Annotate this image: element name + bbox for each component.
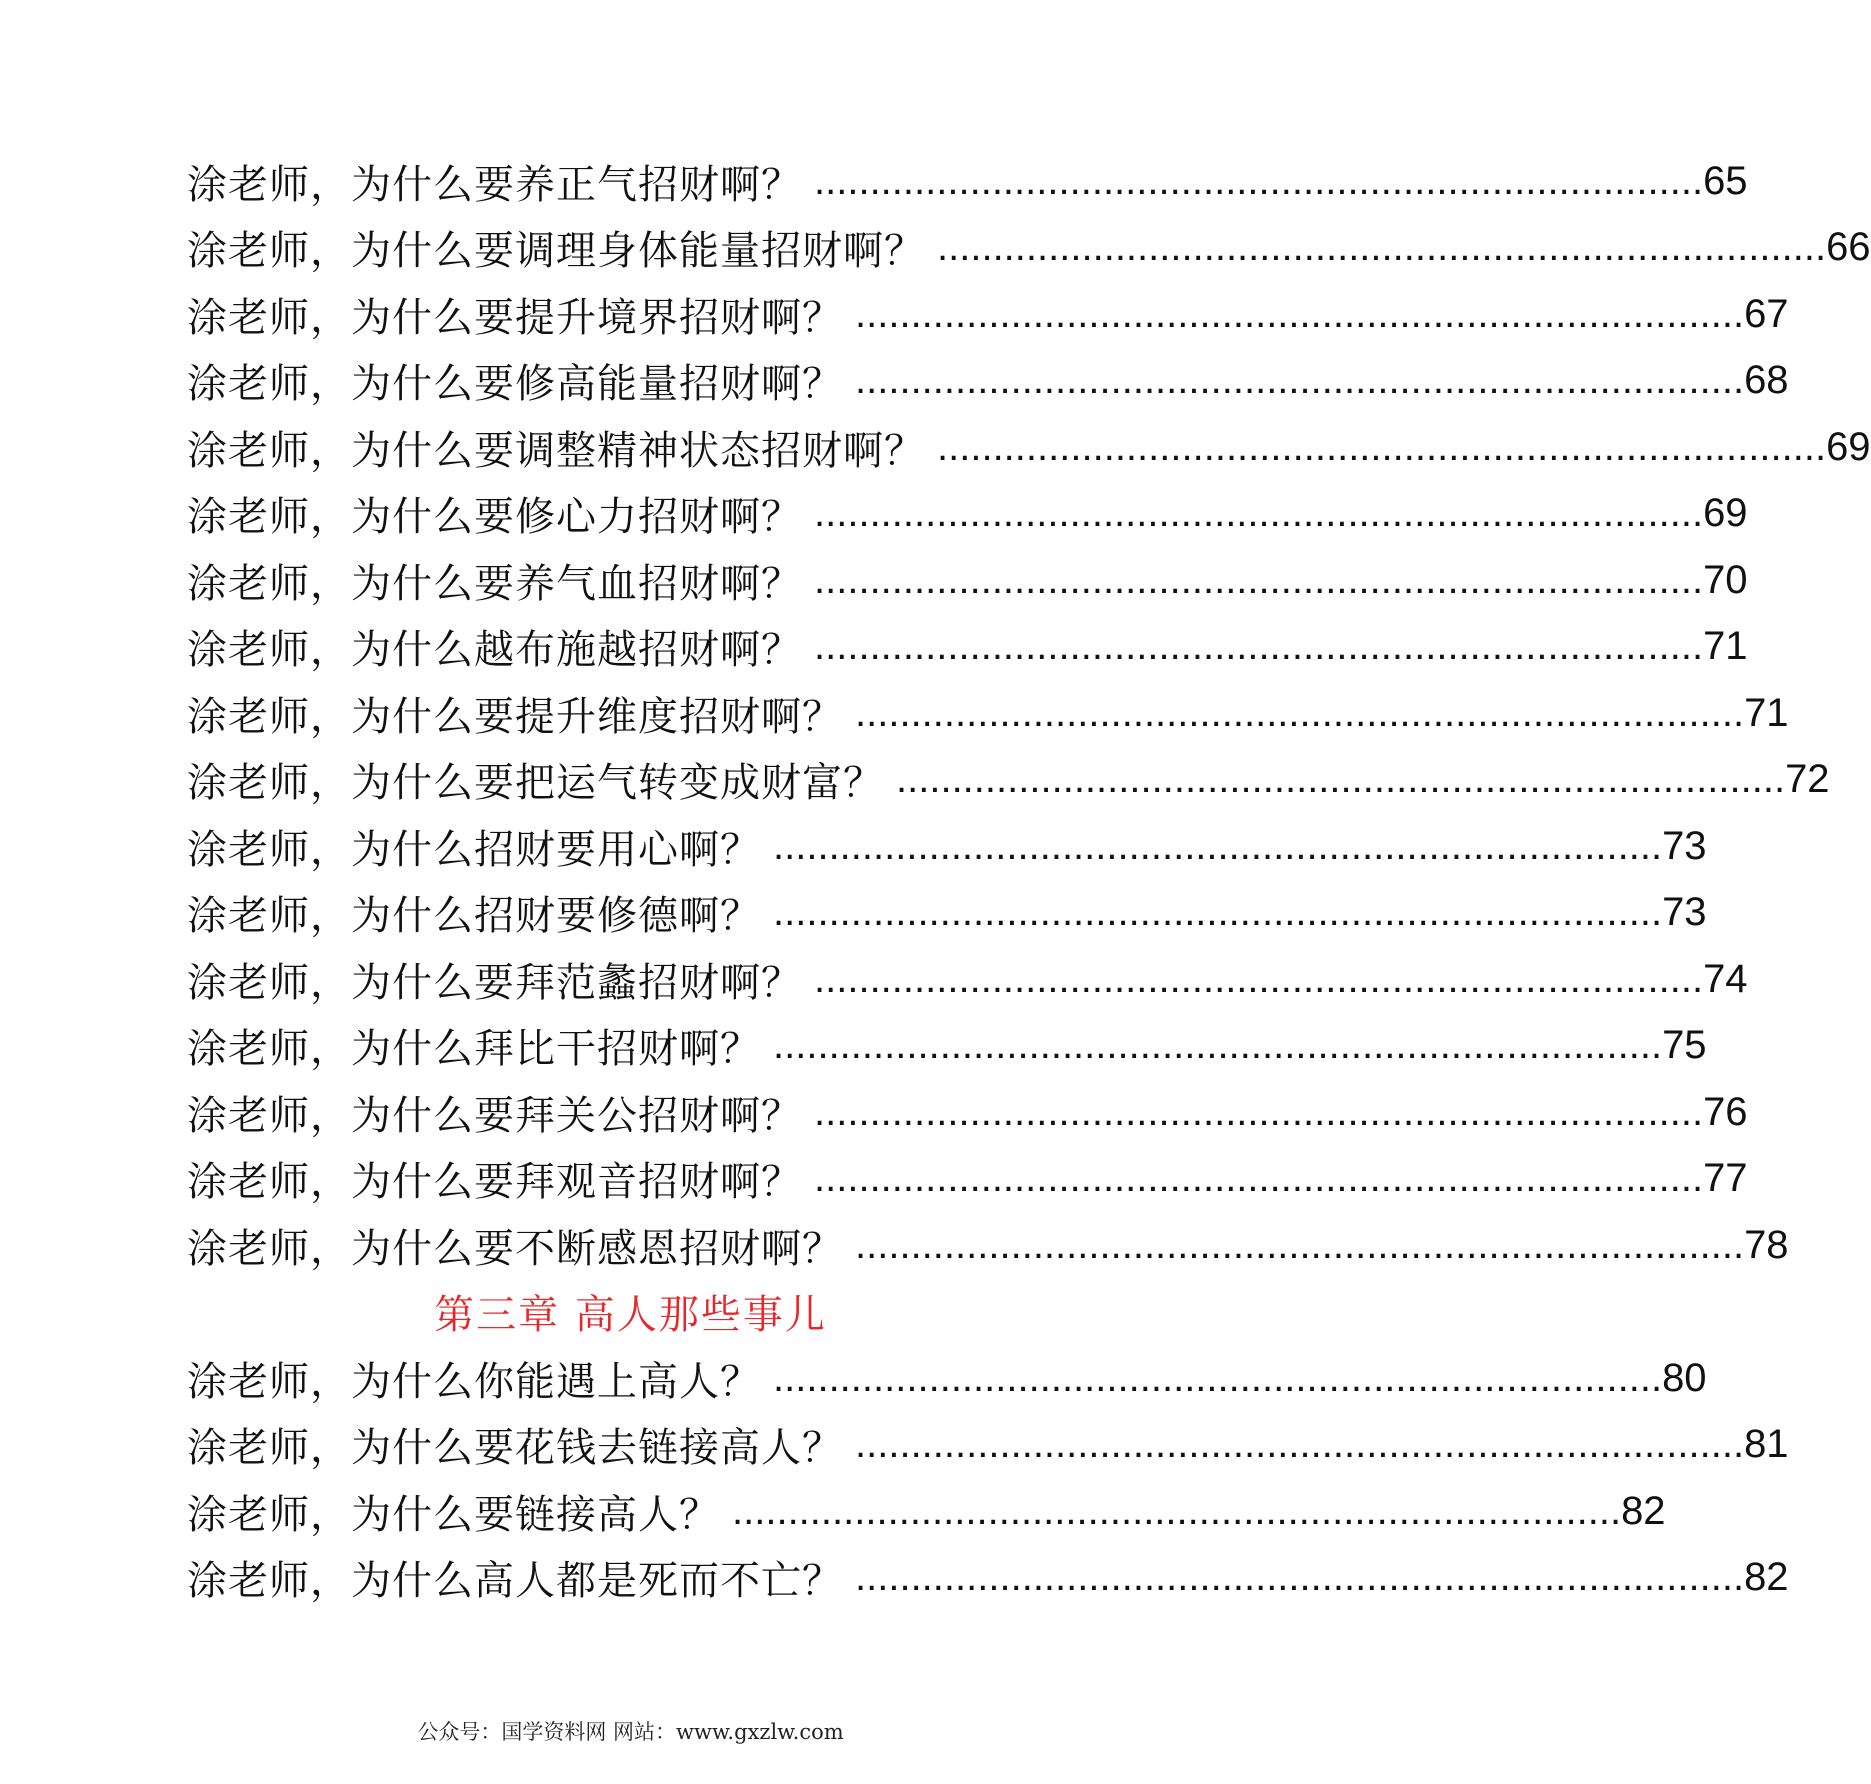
toc-leader-dots: ................................................................................ [896, 757, 1786, 802]
toc-entry[interactable] [187, 680, 1789, 747]
toc-entry-title: 涂老师，为什么要修心力招财啊？ [187, 494, 802, 541]
toc-entry-title: 涂老师，为什么拜比干招财啊？ [187, 1026, 761, 1073]
toc-entry-page-number: 72 [1785, 757, 1830, 802]
toc-leader-dots: ................................................................................ [855, 690, 1745, 735]
toc-entry-page-number: 65 [1703, 158, 1748, 203]
toc-leader-dots: ................................................................................ [855, 1222, 1745, 1267]
toc-entry-page-number: 66 [1826, 225, 1871, 270]
page-footer: 公众号：国学资料网 网站：www.gxzlw.com [417, 1720, 844, 1744]
toc-entry[interactable] [187, 414, 1871, 481]
toc-entry-title: 涂老师，为什么招财要用心啊？ [187, 826, 761, 873]
toc-entry[interactable] [187, 1079, 1748, 1146]
toc-entry[interactable] [187, 1212, 1789, 1279]
toc-entry-title: 涂老师，为什么招财要修德啊？ [187, 893, 761, 940]
table-of-contents [187, 148, 1871, 1611]
toc-entry[interactable] [187, 1412, 1789, 1479]
toc-leader-dots: ................................................................................ [937, 424, 1827, 469]
toc-entry-page-number: 80 [1662, 1355, 1707, 1400]
toc-entry-page-number: 69 [1826, 424, 1871, 469]
toc-entry-page-number: 67 [1744, 291, 1789, 336]
toc-entry-page-number: 75 [1662, 1023, 1707, 1068]
toc-leader-dots: ................................................................................ [855, 1555, 1745, 1600]
toc-leader-dots: ................................................................................ [814, 956, 1704, 1001]
toc-entry[interactable] [187, 348, 1789, 415]
toc-leader-dots: ................................................................................ [814, 557, 1704, 602]
toc-entry[interactable] [187, 148, 1748, 215]
toc-entry-page-number: 81 [1744, 1422, 1789, 1467]
toc-leader-dots: ................................................................................ [773, 1023, 1663, 1068]
toc-leader-dots: ................................................................................ [855, 1422, 1745, 1467]
toc-section-before [187, 148, 1871, 1279]
toc-leader-dots: ................................................................................ [814, 624, 1704, 669]
toc-entry-title: 涂老师，为什么要修高能量招财啊？ [187, 361, 843, 408]
toc-entry-title: 涂老师，为什么要链接高人？ [187, 1491, 720, 1538]
toc-entry[interactable] [187, 747, 1830, 814]
toc-entry-page-number: 69 [1703, 491, 1748, 536]
toc-entry[interactable] [187, 481, 1748, 548]
toc-entry-title: 涂老师，为什么你能遇上高人？ [187, 1358, 761, 1405]
toc-entry[interactable] [187, 281, 1789, 348]
toc-entry-title: 涂老师，为什么高人都是死而不亡？ [187, 1558, 843, 1605]
toc-leader-dots: ................................................................................ [773, 823, 1663, 868]
toc-entry-page-number: 70 [1703, 557, 1748, 602]
toc-leader-dots: ................................................................................ [814, 1089, 1704, 1134]
toc-entry-title: 涂老师，为什么要拜观音招财啊？ [187, 1159, 802, 1206]
toc-entry-page-number: 73 [1662, 823, 1707, 868]
toc-entry-page-number: 74 [1703, 956, 1748, 1001]
toc-leader-dots: ................................................................................ [937, 225, 1827, 270]
toc-entry-page-number: 68 [1744, 358, 1789, 403]
toc-entry-title: 涂老师，为什么要花钱去链接高人？ [187, 1425, 843, 1472]
toc-leader-dots: ................................................................................ [732, 1488, 1622, 1533]
toc-leader-dots: ................................................................................ [814, 1156, 1704, 1201]
toc-entry-page-number: 82 [1621, 1488, 1666, 1533]
toc-leader-dots: ................................................................................ [773, 890, 1663, 935]
toc-entry[interactable] [187, 1146, 1748, 1213]
toc-entry-title: 涂老师，为什么要拜关公招财啊？ [187, 1092, 802, 1139]
toc-leader-dots: ................................................................................ [814, 491, 1704, 536]
toc-entry-title: 涂老师，为什么要把运气转变成财富？ [187, 760, 884, 807]
toc-leader-dots: ................................................................................ [773, 1355, 1663, 1400]
toc-entry-title: 涂老师，为什么要提升维度招财啊？ [187, 693, 843, 740]
toc-entry-title: 涂老师，为什么要调整精神状态招财啊？ [187, 427, 925, 474]
toc-section-after [187, 1345, 1789, 1611]
toc-entry[interactable] [187, 1013, 1707, 1080]
toc-entry[interactable] [187, 1345, 1707, 1412]
toc-leader-dots: ................................................................................ [814, 158, 1704, 203]
toc-entry-page-number: 73 [1662, 890, 1707, 935]
toc-entry[interactable] [187, 547, 1748, 614]
toc-entry-title: 涂老师，为什么要拜范蠡招财啊？ [187, 959, 802, 1006]
toc-entry-title: 涂老师，为什么要提升境界招财啊？ [187, 294, 843, 341]
toc-entry[interactable] [187, 215, 1871, 282]
toc-leader-dots: ................................................................................ [855, 291, 1745, 336]
toc-leader-dots: ................................................................................ [855, 358, 1745, 403]
toc-entry[interactable] [187, 614, 1748, 681]
toc-entry[interactable] [187, 813, 1707, 880]
toc-entry-title: 涂老师，为什么要养正气招财啊？ [187, 161, 802, 208]
toc-entry-page-number: 82 [1744, 1555, 1789, 1600]
toc-entry-page-number: 76 [1703, 1089, 1748, 1134]
toc-entry[interactable] [187, 946, 1748, 1013]
toc-entry-title: 涂老师，为什么要不断感恩招财啊？ [187, 1225, 843, 1272]
toc-entry-title: 涂老师，为什么要养气血招财啊？ [187, 560, 802, 607]
toc-entry-title: 涂老师，为什么要调理身体能量招财啊？ [187, 228, 925, 275]
toc-entry-page-number: 71 [1703, 624, 1748, 669]
toc-entry-page-number: 71 [1744, 690, 1789, 735]
toc-entry-page-number: 78 [1744, 1222, 1789, 1267]
toc-entry[interactable] [187, 880, 1707, 947]
toc-entry[interactable] [187, 1478, 1666, 1545]
chapter-heading: 第三章 高人那些事儿 [434, 1292, 827, 1339]
toc-entry-title: 涂老师，为什么越布施越招财啊？ [187, 627, 802, 674]
toc-entry-page-number: 77 [1703, 1156, 1748, 1201]
toc-entry[interactable] [187, 1545, 1789, 1612]
